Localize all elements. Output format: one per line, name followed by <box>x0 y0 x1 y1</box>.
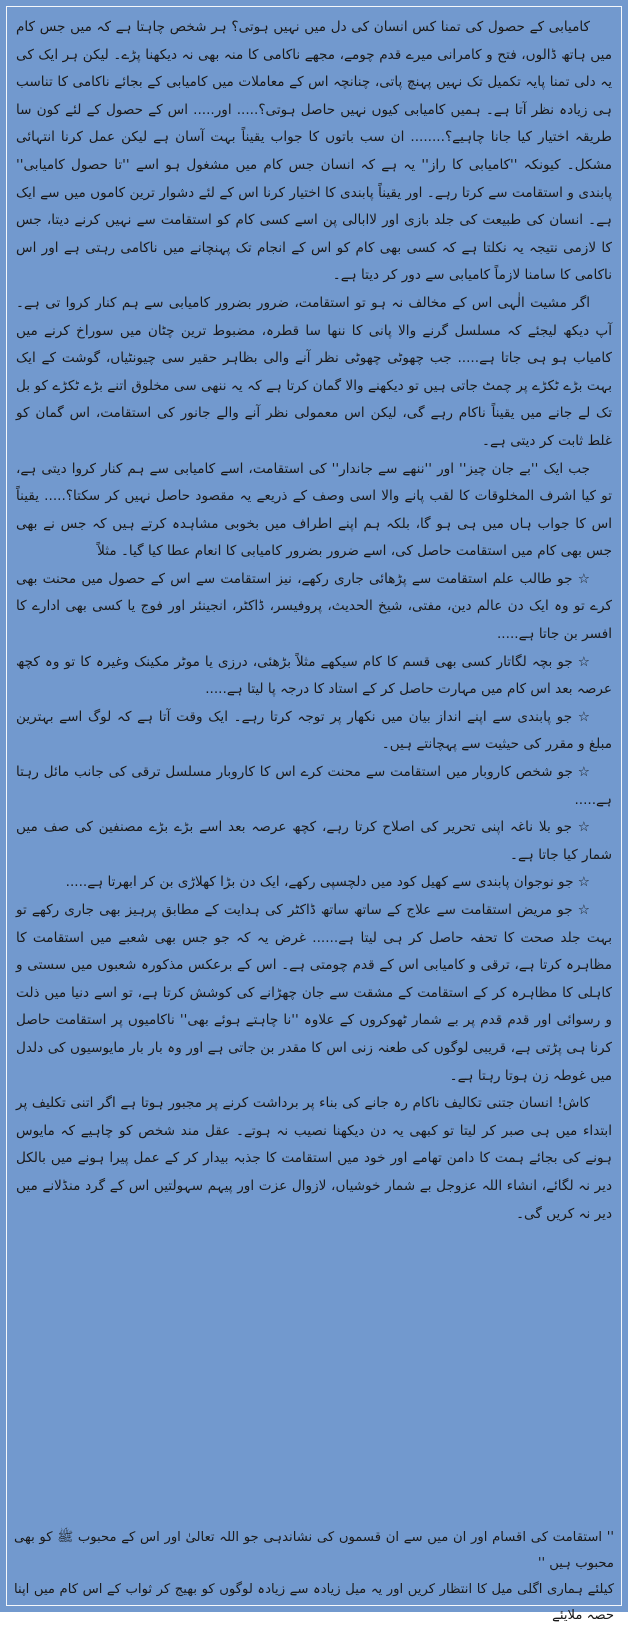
paragraph-conclusion: کاش! انسان جتنی تکالیف ناکام رہ جانے کی بناء پر برداشت کرنے پر مجبور ہوتا ہے اگر اتنی تکلیف پر ابتداء میں ہی صبر کر لیتا تو کبھی یہ دن دیکھنا نصیب نہ ہوتے۔ عقل مند شخص کو چاہیے کہ مایوس ہونے کی بجائے ہمت کا دامن تھامے اور خود میں استقامت کا جذبہ بیدار کر کے عمل پیرا ہونے میں بالکل دیر نہ لگائے، انشاء اللہ عزوجل بے شمار خوشیاں، لازوال عزت اور پیہم سہولتیں اس کے گرد منڈلانے میں دیر نہ کریں گی۔ <box>16 1095 612 1222</box>
list-item-apprentice: ☆ جو بچہ لگاتار کسی بھی قسم کا کام سیکھے مثلاً بڑھئی، درزی یا موٹر مکینک وغیرہ کا تو وہ کچھ عرصہ بعد اس کام میں مہارت حاصل کر کے استاد کا درجہ پا لیتا ہے..... <box>16 653 612 698</box>
footer-note <box>14 1525 614 1629</box>
paragraph-intro: کامیابی کے حصول کی تمنا کس انسان کی دل میں نہیں ہوتی؟ ہر شخص چاہتا ہے کہ میں جس کام میں ہاتھ ڈالوں، فتح و کامرانی میرے قدم چومے، مجھے ناکامی کا منہ بھی نہ دیکھنا پڑے۔ لیکن ہر ایک کی یہ دلی تمنا پایہ تکمیل تک نہیں پہنچ پاتی، چنانچہ اس کے معاملات میں کامیابی کے بجائے ناکامی کا تناسب ہی زیادہ نظر آتا ہے۔ ہمیں کامیابی کیوں نہیں حاصل ہوتی؟..... اور..... اس کے حصول کے لئے کون سا طریقہ اختیار کیا جانا چاہیے؟........ ان سب باتوں کا جواب یقیناً بہت آسان ہے لیکن عمل کرنا انتہائی مشکل۔ کیونکہ ''کامیابی کا راز'' یہ ہے کہ انسان جس کام میں مشغول ہو اسے ''تا حصول کامیابی'' پابندی و استقامت سے کرتا رہے۔ اور یقیناً پابندی کا اختیار کرنا اس کے لئے دشوار ترین کاموں میں سے ایک ہے۔ انسان کی طبیعت کی جلد بازی اور لاابالی پن اسے کسی کام کو استقامت سے نہیں کرنے دیتا، جس کا لازمی نتیجہ یہ نکلتا ہے کہ کسی بھی کام کو اس کے انجام تک پہنچانے میں ناکامی رہتی ہے اور اس ناکامی کا سامنا لازماً کامیابی سے دور کر دیتا ہے۔ <box>16 19 612 284</box>
paragraph-question: جب ایک ''بے جان چیز'' اور ''ننھے سے جاندار'' کی استقامت، اسے کامیابی سے ہم کنار کروا دیتی ہے، تو کیا اشرف المخلوقات کا لقب پانے والا اسی وصف کے ذریعے یہ مقصود حاصل نہیں کر سکتا؟..... یقیناً اس کا جواب ہاں میں ہی ہو گا، بلکہ ہم اپنے اطراف میں بخوبی مشاہدہ کرتے ہیں کہ جس نے بھی جس بھی کام میں استقامت حاصل کی، اسے ضرور بضرور کامیابی کا انعام عطا کیا گیا۔ مثلاً <box>16 460 612 560</box>
paragraph-examples: اگر مشیت الٰہی اس کے مخالف نہ ہو تو استقامت، ضرور بضرور کامیابی سے ہم کنار کروا تی ہے۔ آپ دیکھ لیجئے کہ مسلسل گرنے والا پانی کا ننھا سا قطرہ، مضبوط ترین چٹان میں سوراخ کرنے میں کامیاب ہو ہی جاتا ہے..... جب چھوٹی چھوٹی نظر آنے والی بظاہر حقیر سی چیونٹیاں، گوشت کے ایک بہت بڑے ٹکڑے پر چمٹ جاتی ہیں تو دیکھنے والا گمان کرتا ہے کہ یہ ننھی سی مخلوق اتنے بڑے ٹکڑے کو بل تک لے جانے میں یقیناً ناکام رہے گی، لیکن اس معمولی نظر آنے والے جانور کی استقامت، اس گمان کو غلط ثابت کر دیتی ہے۔ <box>16 294 612 449</box>
footer-line-2: کیلئے ہماری اگلی میل کا انتظار کریں اور یہ میل زیادہ سے زیادہ لوگوں کو بھیج کر ثواب کے اس کام میں اپنا حصہ ملایئے <box>14 1582 614 1623</box>
list-item-business: ☆ جو شخص کاروبار میں استقامت سے محنت کرے اس کا کاروبار مسلسل ترقی کی جانب مائل رہتا ہے..... <box>16 764 612 808</box>
list-item-player: ☆ جو نوجوان پابندی سے کھیل کود میں دلچسپی رکھے، ایک دن بڑا کھلاڑی بن کر ابھرتا ہے..... <box>65 874 590 891</box>
article-body <box>16 14 612 1228</box>
list-item-patient: ☆ جو مریض استقامت سے علاج کے ساتھ ساتھ ڈاکٹر کی ہدایت کے مطابق پرہیز بھی جاری رکھے تو بہت جلد صحت کا تحفہ حاصل کر ہی لیتا ہے...... غرض یہ کہ جو جس بھی شعبے میں استقامت کا مظاہرہ کرتا ہے، ترقی و کامیابی اس کے قدم چومتی ہے۔ اس کے برعکس مذکورہ شعبوں میں سستی و کاہلی کا مظاہرہ کر کے استقامت کے مشقت سے جان چھڑانے کی کوشش کرتا ہے، تو اسے دنیا میں ذلت و رسوائی اور قدم قدم پر بے شمار ٹھوکروں کے علاوہ ''نا چاہتے ہوئے بھی'' ناکامیوں پر استقامت حاصل کرنا ہی پڑتی ہے، قریبی لوگوں کی طعنہ زنی اس کا مقدر بن جاتی ہے اور وہ بار بار مایوسیوں کی دلدل میں غوطہ زن ہوتا رہتا ہے۔ <box>16 902 612 1084</box>
list-item-speaker: ☆ جو پابندی سے اپنے انداز بیان میں نکھار پر توجہ کرتا رہے۔ ایک وقت آتا ہے کہ لوگ اسے بہترین مبلغ و مقرر کی حیثیت سے پہچانتے ہیں۔ <box>16 708 612 753</box>
list-item-writer: ☆ جو بلا ناغہ اپنی تحریر کی اصلاح کرتا رہے، کچھ عرصہ بعد اسے بڑے بڑے مصنفین کی صف میں شمار کیا جاتا ہے۔ <box>16 819 612 863</box>
footer-line-1: '' استقامت کی اقسام اور ان میں سے ان قسموں کی نشاندہی جو اللہ تعالیٰ اور اس کے محبوب ﷺ کو بھی محبوب ہیں '' <box>14 1530 614 1571</box>
list-item-student: ☆ جو طالب علم استقامت سے پڑھائی جاری رکھے، نیز استقامت سے اس کے حصول میں محنت بھی کرے تو وہ ایک دن عالم دین، مفتی، شیخ الحدیث، پروفیسر، ڈاکٹر، انجینئر اور فوج یا کسی بھی ادارے کا افسر بن جاتا ہے..... <box>16 570 612 643</box>
